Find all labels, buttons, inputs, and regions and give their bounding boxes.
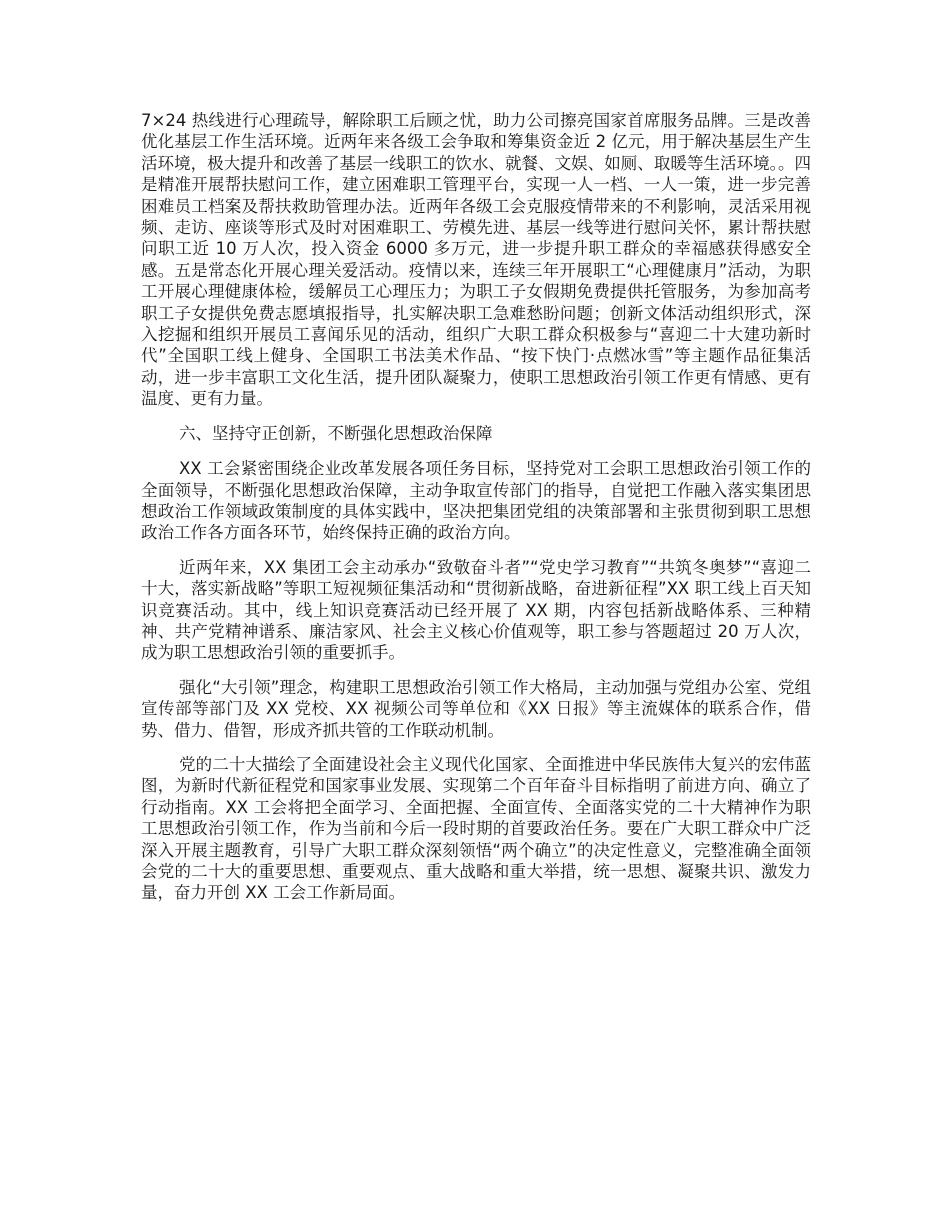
paragraph-political-guarantee: XX 工会紧密围绕企业改革发展各项任务目标，坚持党对工会职工思想政治引领工作的全面领导，不断强化思想政治保障，主动争取宣传部门的指导，自觉把工作融入落实集团思想政治工作领域政策制度的具体实践中，坚决把集团党组的决策部署和主张贯彻到职工思想政治工作各方面各环节，始终保持正确的政治方向。	[141, 459, 811, 543]
document-page	[141, 110, 811, 917]
paragraph-video-contest: 近两年来，XX 集团工会主动承办“致敬奋斗者”“党史学习教育”“共筑冬奥梦”“喜迎二十大，落实新战略”等职工短视频征集活动和“贯彻新战略，奋进新征程”XX 职工线上百天知识竞赛活动。其中，线上知识竞赛活动已经开展了 XX 期，内容包括新战略体系、三种精神、共产党精神谱系、廉洁家风、社会主义核心价值观等，职工参与答题超过 20 万人次，成为职工思想政治引领的重要抓手。	[141, 557, 811, 663]
paragraph-guidance-concept: 强化“大引领”理念，构建职工思想政治引领工作大格局，主动加强与党组办公室、党组宣传部等部门及 XX 党校、XX 视频公司等单位和《XX 日报》等主流媒体的联系合作，借势、借力、借智，形成齐抓共管的工作联动机制。	[141, 677, 811, 740]
paragraph-continuation: 7×24 热线进行心理疏导，解除职工后顾之忧，助力公司擦亮国家首席服务品牌。三是改善优化基层工作生活环境。近两年来各级工会争取和筹集资金近 2 亿元，用于解决基层生产生活环境，极大提升和改善了基层一线职工的饮水、就餐、文娱、如厕、取暖等生活环境。。四是精准开展帮扶慰问工作，建立困难职工管理平台，实现一人一档、一人一策，进一步完善困难员工档案及帮扶救助管理办法。近两年各级工会克服疫情带来的不利影响，灵活采用视频、走访、座谈等形式及时对困难职工、劳模先进、基层一线等进行慰问关怀，累计帮扶慰问职工近 10 万人次，投入资金 6000 多万元，进一步提升职工群众的幸福感获得感安全感。五是常态化开展心理关爱活动。疫情以来，连续三年开展职工“心理健康月”活动，为职工开展心理健康体检，缓解员工心理压力；为职工子女假期免费提供托管服务，为参加高考职工子女提供免费志愿填报指导，扎实解决职工急难愁盼问题；创新文体活动组织形式，深入挖掘和组织开展员工喜闻乐见的活动，组织广大职工群众积极参与“喜迎二十大建功新时代”全国职工线上健身、全国职工书法美术作品、“按下快门·点燃冰雪”等主题作品征集活动，进一步丰富职工文化生活，提升团队凝聚力，使职工思想政治引领工作更有情感、更有温度、更有力量。	[141, 111, 811, 409]
section-heading: 六、坚持守正创新，不断强化思想政治保障	[179, 423, 493, 443]
paragraph-twentieth-congress: 党的二十大描绘了全面建设社会主义现代化国家、全面推进中华民族伟大复兴的宏伟蓝图，为新时代新征程党和国家事业发展、实现第二个百年奋斗目标指明了前进方向、确立了行动指南。XX 工会将把全面学习、全面把握、全面宣传、全面落实党的二十大精神作为职工思想政治引领工作，作为当前和今后一段时期的首要政治任务。要在广大职工群众中广泛深入开展主题教育，引导广大职工群众深刻领悟“两个确立”的决定性意义，完整准确全面领会党的二十大的重要思想、重要观点、重大战略和重大举措，统一思想、凝聚共识、激发力量，奋力开创 XX 工会工作新局面。	[141, 754, 811, 903]
